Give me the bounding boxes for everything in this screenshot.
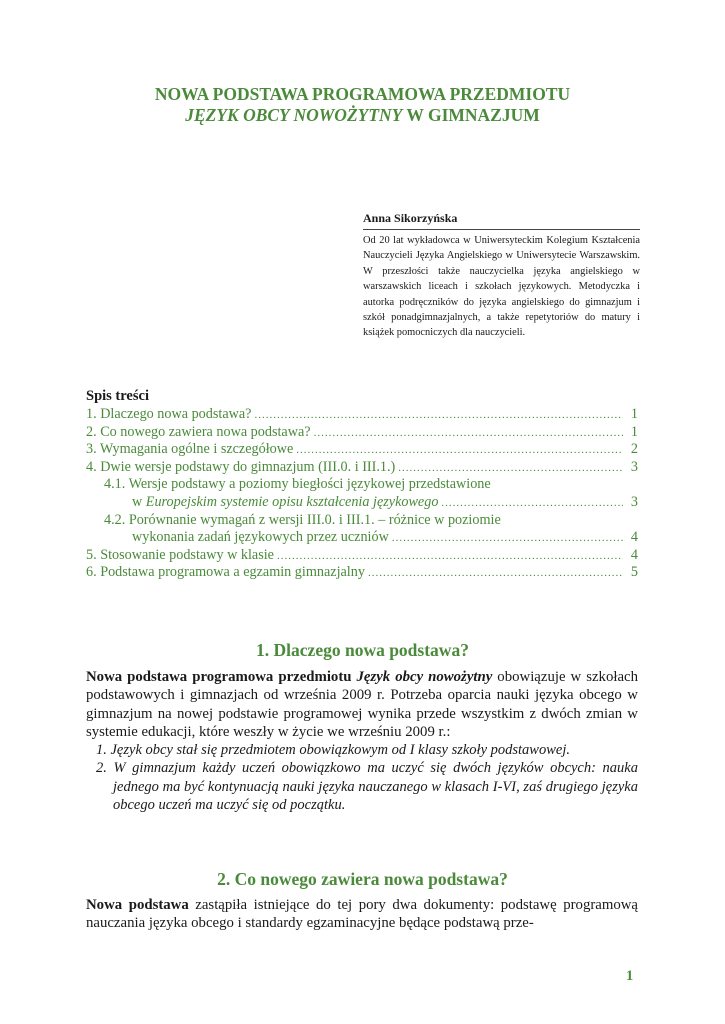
toc-item-4-1-cont[interactable] — [86, 494, 638, 512]
section-1-text: obowiązuje w szkołach podstawowych i gimnazjach od września 2009 r. Potrzeba oparcia nauki języka obcego w gimnazjum na nowej podstawie programowej wynika przede wszystkim z dwóch zmian w systemie edukacji, które weszły w życie we wrześniu 2009 r.: — [86, 669, 638, 740]
toc-item-page: 1 — [630, 406, 638, 422]
toc-item-label: 4.1. Wersje podstawy a poziomy biegłości językowej przedstawione — [104, 476, 491, 493]
toc-leader-dots — [254, 407, 623, 425]
table-of-contents — [86, 406, 638, 582]
title-line-1: NOWA PODSTAWA PROGRAMOWA PRZEDMIOTU — [154, 84, 571, 104]
toc-item-label-cont — [132, 494, 438, 512]
toc-item-label: 4. Dwie wersje podstawy do gimnazjum (III.0. i III.1.) — [86, 458, 396, 475]
toc-item-page: 2 — [630, 441, 638, 458]
toc-item-label: 3. Wymagania ogólne i szczegółowe — [86, 441, 294, 458]
author-divider — [363, 229, 640, 230]
toc-item-page: 1 — [630, 423, 638, 440]
list-item: 1. Język obcy stał się przedmiotem obowiązkowym od I klasy szkoły podstawowej. — [96, 742, 570, 758]
section-2-paragraph — [86, 896, 638, 933]
toc-item-page: 5 — [630, 564, 638, 581]
section-2-heading: 2. Co nowego zawiera nowa podstawa? — [217, 869, 508, 889]
toc-leader-dots — [368, 565, 623, 583]
toc-item-4-2[interactable] — [86, 512, 638, 530]
toc-heading: Spis treści — [86, 388, 149, 404]
toc-item-label: 4.2. Porównanie wymagań z wersji III.0. i III.1. – różnice w poziomie — [104, 511, 501, 528]
section-1-bold-italic: Język obcy nowożytny — [356, 669, 493, 685]
toc-item-3[interactable] — [86, 441, 638, 459]
section-1-paragraph — [86, 668, 638, 741]
toc-item-6[interactable] — [86, 564, 638, 582]
list-item: 2. W gimnazjum każdy uczeń obowiązkowo ma uczyć się dwóch języków obcych: nauka jednego ma być kontynuacją nauki języka nauczanego w klasach I-VI, zaś drugiego języka obcego uczeń ma uczyć się od początku. — [96, 760, 638, 813]
toc-item-page: 4 — [630, 529, 638, 546]
toc-item-label: 5. Stosowanie podstawy w klasie — [86, 546, 274, 563]
title-line-2 — [0, 105, 725, 126]
toc-item-2[interactable] — [86, 424, 638, 442]
section-2-text: zastąpiła istniejące do tej pory dwa dokumenty: podstawę programową nauczania języka obcego i standardy egzaminacyjne będące podstawą prze- — [86, 897, 638, 932]
toc-leader-dots — [398, 460, 623, 478]
toc-item-4-2-cont[interactable] — [86, 529, 638, 547]
toc-leader-dots — [314, 425, 623, 443]
toc-item-page: 3 — [630, 458, 638, 475]
author-bio: Od 20 lat wykładowca w Uniwersyteckim Kolegium Kształcenia Nauczycieli Języka Angielskiego w Uniwersytecie Warszawskim. W przeszłości także nauczycielka języka angielskiego w warszawskich liceach i szkołach językowych. Metodyczka i autorka podręczników do języka angielskiego do gimnazjum i szkół ponadgimnazjalnych, a także repetytoriów do matury i książek pomocniczych dla nauczycieli. — [363, 235, 640, 339]
section-2-bold-lead: Nowa podstawa — [86, 897, 189, 913]
page-number: 1 — [626, 968, 634, 984]
title-subject-italic: JĘZYK OBCY NOWOŻYTNY — [185, 105, 403, 125]
toc-item-page: 4 — [630, 546, 638, 563]
author-name: Anna Sikorzyńska — [363, 211, 458, 225]
toc-item-label-cont: wykonania zadań językowych przez uczniów — [132, 529, 389, 546]
toc-item-label: 1. Dlaczego nowa podstawa? — [86, 406, 252, 422]
toc-item-1[interactable] — [86, 406, 638, 424]
toc-leader-dots — [277, 548, 623, 566]
title-line-2-rest: W GIMNAZJUM — [402, 105, 540, 125]
section-1-list — [96, 741, 638, 814]
toc-item-label: 2. Co nowego zawiera nowa podstawa? — [86, 423, 311, 440]
toc-item-page: 3 — [630, 493, 638, 510]
document-title — [0, 84, 725, 126]
toc-item-label-cont-italic: Europejskim systemie opisu kształcenia językowego — [145, 493, 439, 510]
section-1-bold-lead: Nowa podstawa programowa przedmiotu — [86, 669, 357, 685]
toc-item-4-1[interactable] — [86, 476, 638, 494]
toc-item-5[interactable] — [86, 547, 638, 565]
toc-leader-dots — [392, 530, 623, 548]
toc-item-4[interactable] — [86, 459, 638, 477]
toc-leader-dots — [441, 495, 623, 513]
toc-item-label: 6. Podstawa programowa a egzamin gimnazjalny — [86, 564, 365, 581]
section-1-heading: 1. Dlaczego nowa podstawa? — [256, 640, 469, 660]
toc-leader-dots — [296, 442, 623, 460]
toc-item-label-cont-pre: w — [132, 493, 146, 510]
